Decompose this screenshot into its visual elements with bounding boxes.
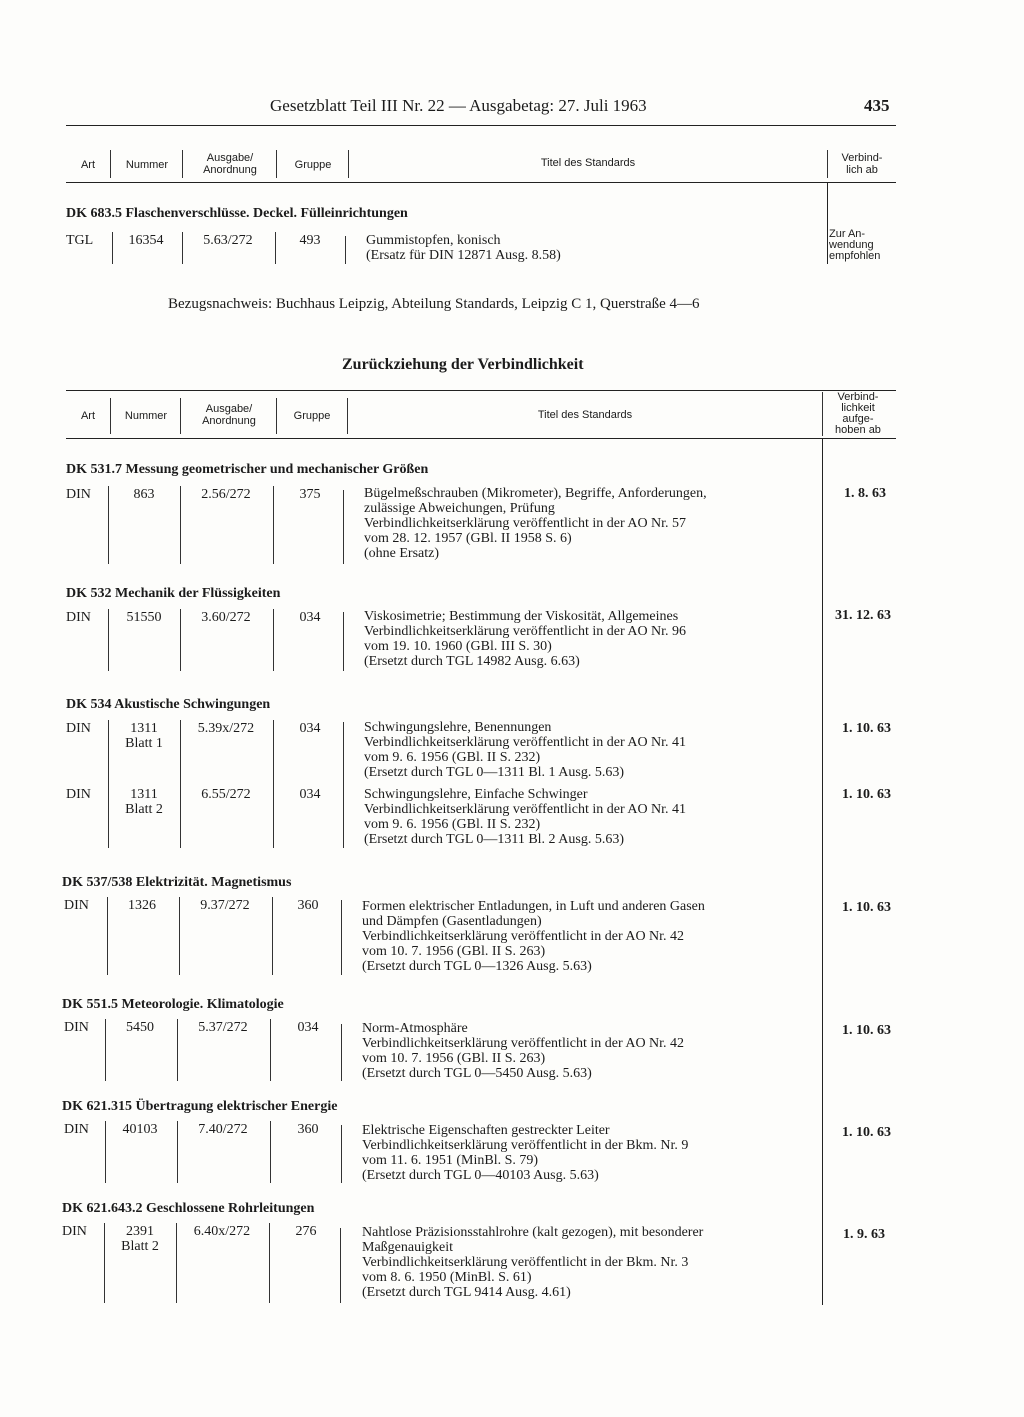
row-ausgabe: 5.39x/272	[197, 721, 255, 736]
row-titel-line: Verbindlichkeitserklärung veröffentlicht in der Bkm. Nr. 3	[362, 1255, 689, 1270]
table1-header-bottom-rule	[66, 182, 896, 183]
section-heading: DK 531.7 Messung geometrischer und mechanischer Größen	[66, 462, 429, 477]
row-date: 31. 12. 63	[835, 608, 891, 623]
row-divider	[176, 1223, 177, 1303]
table1-col-nummer: Nummer	[125, 159, 169, 171]
row-divider	[343, 490, 344, 564]
row-titel-line: (Ersetzt durch TGL 0—1311 Bl. 2 Ausg. 5.63)	[364, 832, 625, 847]
row-art: DIN	[64, 898, 89, 913]
section-heading: DK 551.5 Meteorologie. Klimatologie	[62, 997, 284, 1012]
table1-header-divider	[827, 150, 828, 178]
row-divider	[108, 609, 109, 671]
row-date: 1. 10. 63	[842, 721, 891, 736]
table2-header-divider	[110, 398, 111, 434]
table1-col-ausgabe: Ausgabe/ Anordnung	[203, 152, 257, 176]
row-date: 1. 10. 63	[842, 1125, 891, 1140]
row-titel-line: Formen elektrischer Entladungen, in Luft und anderen Gasen	[362, 899, 705, 914]
row-divider	[269, 1223, 270, 1303]
row-titel-line: Verbindlichkeitserklärung veröffentlicht in der AO Nr. 42	[362, 929, 685, 944]
row-art: DIN	[62, 1224, 87, 1239]
row-nummer: 1311	[130, 787, 158, 802]
section-heading: DK 537/538 Elektrizität. Magnetismus	[62, 875, 292, 890]
row-titel-line: Bügelmeßschrauben (Mikrometer), Begriffe, Anforderungen,	[364, 486, 707, 501]
row-nummer: 5450	[126, 1020, 154, 1035]
table2-col-art: Art	[80, 410, 96, 422]
row-titel-line: Maßgenauigkeit	[362, 1240, 453, 1255]
table2-right-rule	[822, 438, 823, 1305]
row-titel-line: (Ersetzt durch TGL 14982 Ausg. 6.63)	[364, 654, 580, 669]
row-nummer: 2391	[126, 1224, 154, 1239]
table1-col-gruppe: Gruppe	[294, 159, 332, 171]
table1-header-divider	[276, 150, 277, 178]
row-gruppe: 360	[297, 898, 319, 913]
row-art: DIN	[66, 487, 91, 502]
row-ausgabe: 7.40/272	[198, 1122, 248, 1137]
table1-right-rule	[827, 182, 828, 264]
row-divider	[177, 1121, 178, 1183]
row-divider	[272, 897, 273, 975]
row-divider	[340, 1228, 341, 1303]
table2-col-nummer: Nummer	[124, 410, 168, 422]
row-gruppe: 034	[299, 610, 321, 625]
section-heading: DK 534 Akustische Schwingungen	[66, 697, 271, 712]
table2-header-divider	[276, 398, 277, 434]
row-divider	[343, 612, 344, 671]
row-divider	[273, 720, 274, 848]
row-divider	[180, 720, 181, 848]
row-nummer-blatt: Blatt 2	[125, 802, 163, 817]
row-gruppe: 375	[299, 487, 321, 502]
section-heading: DK 532 Mechanik der Flüssigkeiten	[66, 586, 281, 601]
row-date: 1. 10. 63	[842, 1023, 891, 1038]
table2-header-divider	[180, 398, 181, 434]
table2-col-aufgehoben: Verbind- lichkeit aufge- hoben ab	[835, 391, 881, 436]
row-divider	[179, 897, 180, 975]
row-nummer-blatt: Blatt 2	[121, 1239, 159, 1254]
row-titel-line: vom 9. 6. 1956 (GBl. II S. 232)	[364, 817, 541, 832]
row-titel-line: Schwingungslehre, Einfache Schwinger	[364, 787, 588, 802]
row-divider	[105, 1019, 106, 1081]
row-titel-line: Verbindlichkeitserklärung veröffentlicht in der AO Nr. 96	[364, 624, 687, 639]
table1-header-divider	[110, 150, 111, 178]
row-titel-line: Verbindlichkeitserklärung veröffentlicht in der AO Nr. 41	[364, 735, 687, 750]
row-titel-line: Viskosimetrie; Bestimmung der Viskosität, Allgemeines	[364, 609, 679, 624]
row-titel-line: Verbindlichkeitserklärung veröffentlicht in der AO Nr. 42	[362, 1036, 685, 1051]
row-nummer: 863	[133, 487, 155, 502]
row-titel-line: Verbindlichkeitserklärung veröffentlicht in der AO Nr. 41	[364, 802, 687, 817]
row-ausgabe: 6.55/272	[201, 787, 251, 802]
row-divider	[180, 486, 181, 564]
table2-header-bottom-rule	[66, 438, 896, 439]
row-date: 1. 8. 63	[844, 486, 886, 501]
row-divider	[341, 1125, 342, 1183]
row-titel-line: Schwingungslehre, Benennungen	[364, 720, 552, 735]
row-titel-line: vom 19. 10. 1960 (GBl. III S. 30)	[364, 639, 552, 654]
row-art: DIN	[66, 721, 91, 736]
table2-header-divider	[822, 392, 823, 436]
row-divider	[180, 609, 181, 671]
row-divider	[273, 486, 274, 564]
section-subtitle: Zurückziehung der Verbindlichkeit	[342, 356, 584, 373]
table1-titel-line: Gummistopfen, konisch	[366, 233, 501, 248]
row-ausgabe: 3.60/272	[201, 610, 251, 625]
table1-header-divider	[348, 150, 349, 178]
bezugsnachweis: Bezugsnachweis: Buchhaus Leipzig, Abteilung Standards, Leipzig C 1, Querstraße 4—6	[168, 296, 700, 312]
table1-section-heading: DK 683.5 Flaschenverschlüsse. Deckel. Fülleinrichtungen	[66, 206, 408, 221]
row-divider	[108, 486, 109, 564]
table1-top-rule	[66, 125, 896, 126]
row-art: DIN	[64, 1020, 89, 1035]
row-gruppe: 276	[295, 1224, 317, 1239]
row-divider	[177, 1019, 178, 1081]
row-date: 1. 10. 63	[842, 900, 891, 915]
row-divider	[270, 1121, 271, 1183]
table1-gruppe: 493	[299, 233, 321, 248]
row-titel-line: Elektrische Eigenschaften gestreckter Leiter	[362, 1123, 610, 1138]
section-heading: DK 621.643.2 Geschlossene Rohrleitungen	[62, 1201, 315, 1216]
row-titel-line: (Ersetzt durch TGL 0—1311 Bl. 1 Ausg. 5.63)	[364, 765, 625, 780]
row-titel-line: Verbindlichkeitserklärung veröffentlicht in der AO Nr. 57	[364, 516, 687, 531]
row-nummer: 40103	[122, 1122, 158, 1137]
row-titel-line: (Ersetzt durch TGL 0—1326 Ausg. 5.63)	[362, 959, 592, 974]
row-nummer: 51550	[126, 610, 162, 625]
page-number: 435	[864, 96, 890, 115]
table1-divider	[182, 232, 183, 264]
row-titel-line: Nahtlose Präzisionsstahlrohre (kalt gezogen), mit besonderer	[362, 1225, 704, 1240]
table1-ausgabe: 5.63/272	[203, 233, 253, 248]
row-gruppe: 034	[299, 787, 321, 802]
table1-verbindlich-line: Zur An-	[829, 228, 866, 240]
row-titel-line: vom 10. 7. 1956 (GBl. II S. 263)	[362, 1051, 546, 1066]
section-heading: DK 621.315 Übertragung elektrischer Energie	[62, 1099, 338, 1114]
row-divider	[104, 1223, 105, 1303]
table1-verbindlich-line: wendung	[829, 239, 874, 251]
table1-divider	[345, 236, 346, 264]
page-header-title: Gesetzblatt Teil III Nr. 22 — Ausgabetag: 27. Juli 1963	[270, 96, 647, 115]
row-divider	[105, 1121, 106, 1183]
row-titel-line: und Dämpfen (Gasentladungen)	[362, 914, 542, 929]
row-titel-line: (Ersetzt durch TGL 0—40103 Ausg. 5.63)	[362, 1168, 599, 1183]
table1-divider	[275, 232, 276, 264]
row-divider	[107, 897, 108, 975]
row-nummer: 1326	[128, 898, 156, 913]
row-titel-line: Norm-Atmosphäre	[362, 1021, 468, 1036]
table1-col-art: Art	[80, 159, 96, 171]
table1-nummer: 16354	[128, 233, 164, 248]
row-titel-line: (ohne Ersatz)	[364, 546, 440, 561]
row-divider	[341, 900, 342, 975]
row-nummer-blatt: Blatt 1	[125, 736, 163, 751]
row-titel-line: zulässige Abweichungen, Prüfung	[364, 501, 555, 516]
row-ausgabe: 6.40x/272	[193, 1224, 251, 1239]
row-divider	[273, 609, 274, 671]
row-titel-line: vom 11. 6. 1951 (MinBl. S. 79)	[362, 1153, 539, 1168]
row-divider	[108, 720, 109, 848]
table1-divider	[112, 232, 113, 264]
table1-titel-line: (Ersatz für DIN 12871 Ausg. 8.58)	[366, 248, 561, 263]
row-ausgabe: 9.37/272	[200, 898, 250, 913]
row-art: DIN	[64, 1122, 89, 1137]
row-ausgabe: 5.37/272	[198, 1020, 248, 1035]
table1-col-verbindlich: Verbind- lich ab	[841, 152, 883, 176]
row-titel-line: vom 28. 12. 1957 (GBl. II 1958 S. 6)	[364, 531, 572, 546]
table1-header-divider	[182, 150, 183, 178]
row-titel-line: vom 9. 6. 1956 (GBl. II S. 232)	[364, 750, 541, 765]
row-divider	[341, 1024, 342, 1081]
table1-verbindlich-line: empfohlen	[829, 250, 881, 262]
table1-col-titel: Titel des Standards	[540, 157, 636, 169]
row-titel-line: vom 10. 7. 1956 (GBl. II S. 263)	[362, 944, 546, 959]
row-ausgabe: 2.56/272	[201, 487, 251, 502]
row-gruppe: 034	[297, 1020, 319, 1035]
row-art: DIN	[66, 610, 91, 625]
table1-art: TGL	[66, 233, 94, 248]
row-date: 1. 9. 63	[843, 1227, 885, 1242]
row-titel-line: (Ersetzt durch TGL 9414 Ausg. 4.61)	[362, 1285, 571, 1300]
row-titel-line: vom 8. 6. 1950 (MinBl. S. 61)	[362, 1270, 532, 1285]
row-divider	[343, 722, 344, 848]
row-gruppe: 360	[297, 1122, 319, 1137]
row-titel-line: (Ersetzt durch TGL 0—5450 Ausg. 5.63)	[362, 1066, 592, 1081]
row-divider	[270, 1019, 271, 1081]
row-date: 1. 10. 63	[842, 787, 891, 802]
row-gruppe: 034	[299, 721, 321, 736]
row-nummer: 1311	[130, 721, 158, 736]
table2-col-gruppe: Gruppe	[293, 410, 331, 422]
table2-col-titel: Titel des Standards	[537, 409, 633, 421]
table2-col-ausgabe: Ausgabe/ Anordnung	[202, 403, 256, 427]
table2-top-rule	[66, 390, 896, 391]
row-titel-line: Verbindlichkeitserklärung veröffentlicht in der Bkm. Nr. 9	[362, 1138, 689, 1153]
table2-header-divider	[347, 398, 348, 434]
row-art: DIN	[66, 787, 91, 802]
